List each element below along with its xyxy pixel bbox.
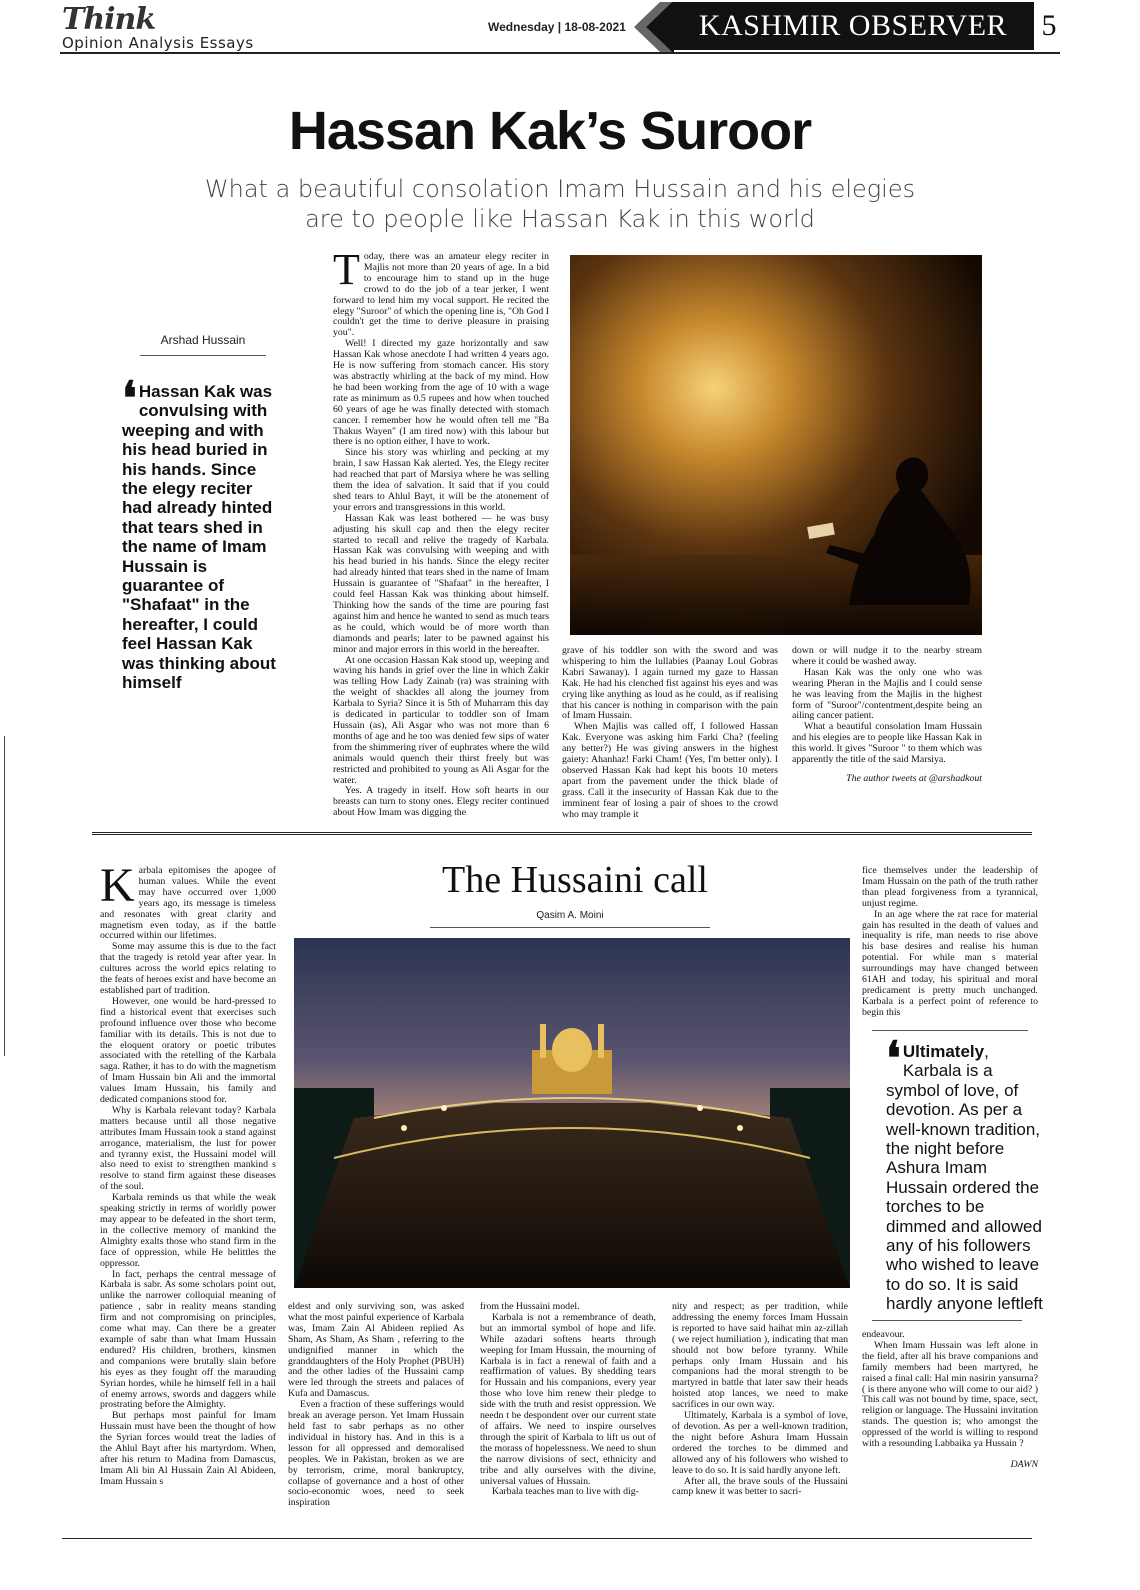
paragraph: Karbala is not a remembrance of death, but an immortal symbol of hope and life. While azadari softens hearts through weeping for Imam Hussain, the mourning of Karbala is in fact a renewal of faith and a reaffirmation of values. By shedding tears for Hussain and his companions, every year those who love him renew their pledge to side with the truth and resist oppression. We needn t be despondent over our current state of affairs. We need to inspire ourselves through the spirit of Karbala to lift us out of the morass of hopelessness. We need to shun the narrow divisions of sect, ethnicity and tribe and ally ourselves with the divine, universal values of Hussain. [480,1311,656,1487]
issue-date: Wednesday | 18-08-2021 [488,20,626,34]
article1-deck: What a beautiful consolation Imam Hussain and his elegies are to people like Hassan Kak in this world [204,175,916,233]
paragraph: from the Hussaini model. [480,1301,580,1312]
margin-line [4,736,5,1056]
paragraph: Well! I directed my gaze horizontally and saw Hassan Kak whose anecdote I had written 4 years ago. He is now suffering from stomach cancer. His story was abstractly whirling at the back of my mind. How he had been working from the age of 10 with a wage rate as minimum as 0.5 rupees and how when touched 60 years of age he was finally detected with stomach cancer. I remember how he would often tell me "Ba Thakus Wayen" (I am tired now) with this labour but there is no option either, I have to work. [333,338,549,448]
paragraph: nity and respect; as per tradition, while addressing the enemy forces Imam Hussain is reported to have said haihat min az-zillah ( we reject humiliation ), indicating that man should not bow before tyranny. While perhaps only Imam Hussain and his companions had the moral strength to be martyred in battle that later saw their heads hoisted atop lances, we need to make sacrifices in our own way. [672,1301,848,1411]
pull-quote-rule [872,1030,1028,1031]
article2-column-1 [100,859,276,1488]
article1-column-1 [333,245,550,819]
article2-column-5-top [862,866,1038,1019]
section-subtitle: Opinion Analysis Essays [62,34,254,52]
paragraph: eldest and only surviving son, was asked what the most painful experience of Karbala was, Imam Zain Al Abideen replied As Sham, As Sham, As Sham , referring to the undignified manner in which the granddaughters of the Holy Prophet (PBUH) and the other ladies of the Hussaini camp were led through the streets and palaces of Kufa and Damascus. [288,1301,464,1400]
pull-quote-lead: Ultimately [902,1042,985,1061]
article2-photo [294,938,850,1288]
source-credit: DAWN [1010,1458,1038,1470]
header-rule [60,52,1060,54]
quote-mark-icon: ❛ [886,1033,901,1084]
paragraph: Hasan Kak was the only one who was wearing Pheran in the Majlis and I could sense he was leaving from the Majlis in the highest form of "Suroor"/contentment,despite being an ailing cancer patient. [792,666,982,722]
paragraph: Some may assume this is due to the fact that the tragedy is retold year after year. In cultures across the world epics relating to the feats of heroes exist and have become an established part of tradition. [100,941,276,996]
article2-byline: Qasim A. Moini [430,910,710,928]
paragraph: Why is Karbala relevant today? Karbala matters because until all those negative attributes Imam Hussain took a stand against arrogance, materialism, the lust for power and tyranny exist, the Hussaini model will also need to exist to strengthen mankind s resolve to stand firm against these diseases of the soul. [100,1104,276,1193]
page-number: 5 [1041,9,1057,42]
pull-quote-text: , Karbala is a symbol of love, of devotion. As per a well-known tradition, the night before Ashura Imam Hussain ordered the torches to be dimmed and allowed any of his followers who wished to leave to do so. It is said hardly anyone leftleft [886,1042,1043,1314]
paragraph: When Imam Hussain was left alone in the field, after all his brave companions and family members had been martyred, he raised a final call: Hal min nasirin yansurna? ( is there anyone who will come to our aid? ) This call was not bound by time, space, sect, religion or language. The Hussaini invitation stands. The question is; who amongst the oppressed of the world is willing to respond with a resounding Labbaika ya Hussain ? [862,1339,1038,1450]
article1-byline: Arshad Hussain [140,333,266,356]
pull-quote-lead: Hassan Kak [138,382,236,401]
paragraph: However, one would be hard-pressed to find a historical event that exercises such profound influence over those who become familiar with its details. This is not due to the eloquent oratory or poetic tributes associated with the retelling of the Karbala saga. Rather, it has to do with the magnetism of Imam Hussain bin Ali and the immortal values Imam Hussain, his family and dedicated companions stood for. [100,995,276,1106]
article2-column-2 [288,1302,464,1509]
article2-column-3 [480,1302,656,1498]
pull-quote-rule [872,1320,1022,1321]
paragraph: arbala epitomises the apogee of human values. While the event may have occurred over 1,000 years ago, its message is timeless and resonates with great clarity and magnetism even today, as if the battle occurred within our lifetimes. [100,865,276,942]
pull-quote-text: was convulsing with weeping and with his head buried in his hands. Since the elegy reciter had already hinted that tears shed in the name of Imam Hussain is guarantee of "Shafaat" in the hereafter, I could feel Hassan Kak was thinking about himself [122,382,276,693]
paragraph: In fact, perhaps the central message of Karbala is sabr. As some scholars point out, unlike the narrower colloquial meaning of patience , sabr in reality means standing firm and not compromising on principles, come what may. Can there be a greater example of sabr than what Imam Hussain endured? His children, brothers, kinsmen and companions were brutally slain before his eyes as they fought off the marauding Syrian hordes, while he himself fell in a hail of enemy arrows, swords and daggers while prostrating before the Almighty. [100,1268,276,1411]
drop-cap: K [100,859,135,912]
paragraph: down or will nudge it to the nearby stream where it could be washed away. [792,645,982,667]
quote-mark-icon: ❛ [122,373,137,424]
article2-headline: The Hussaini call [442,859,708,901]
paragraph: endeavour. [862,1329,905,1340]
paragraph: At one occasion Hassan Kak stood up, weeping and waving his hands in grief over the line in which Zakir was telling How Lady Zainab (ra) was straining with the weight of shackles all along the journey from Karbala to Syria? Since it is 5th of Muharram this day is dedicated in particular to toddler son of Imam Hussain (as), Ali Asgar who was not more than 6 months of age and he too was denied few sips of water from the shimmering river of euphrates where the wild animals would quench their thirst freely but was restricted and prohibited to young as Ali Asgar for the water. [333,654,549,786]
paragraph: Karbala reminds us that while the weak speaking strictly in terms of worldly power may appear to be defeated in the short term, in the collective memory of mankind the Almighty exalts those who stand firm in the face of oppression, while He belittles the oppressor. [100,1192,276,1269]
article1-photo [570,255,982,635]
paragraph: When Majlis was called off, I followed Hassan Kak. Everyone was asking him Farki Cha? (feeling any better?) He was giving answers in the highest gaiety: Ahanhaz! Farki Cham! (Yes, I'm better only). I observed Hassan Kak had kept his boots 10 meters apart from the pavement under the thick blade of grass. Call it the insecurity of Hassan Kak due to the imminent fear of losing a pair of shoes to the crowd who may trample it [562,721,778,820]
paragraph: But perhaps most painful for Imam Hussain must have been the thought of how the Syrian forces would treat the ladies of the Ahlul Bayt after his martyrdom. When, after his return to Madina from Damascus, Imam Ali bin Al Hussain Zain Al Abideen, Imam Hussain s [100,1410,276,1487]
paragraph: oday, there was an amateur elegy reciter in Majlis not more than 20 years of age. In a bid to encourage him to stand up in the huge crowd to do the job of a tear jerker, I went forward to lend him my vocal support. He recited the elegy "Suroor" of which the opening line is, "Oh God I couldn't get the time to derive pleasure in praising you". [333,251,549,339]
paragraph: After all, the brave souls of the Hussaini camp knew it was better to sacri- [672,1475,848,1498]
footer-rule [62,1538,1032,1539]
article1-column-2 [562,646,778,821]
paragraph: Since his story was whirling and pecking at my brain, I saw Hassan Kak alerted. Yes, the Elegy reciter had reached that part of Marsiya where he was selling them the idea of salvation. It said that if you could shed tears to Ahlul Bayt, it will be the atonement of your errors and transgressions in this world. [333,447,549,513]
article1-pull-quote [122,373,282,693]
paragraph: Yes. A tragedy in itself. How soft hearts in our breasts can turn to stony ones. Elegy reciter continued about How Imam was digging the [333,785,549,819]
paragraph: Ultimately, Karbala is a symbol of love, of devotion. As per a well-known tradition, the night before Ashura Imam Hussain ordered the torches to be dimmed and allowed any of his followers who wished to leave to do so. It is said hardly anyone left. [672,1410,848,1476]
paragraph: Even a fraction of these sufferings would break an average person. Yet Imam Hussain held fast to sabr perhaps as no other individual in history has. And in this is a lesson for all oppressed and demoralised peoples. We in Pakistan, broken as we are by terrorism, crime, moral bankruptcy, collapse of governance and a host of other socio-economic woes, need to seek inspiration [288,1399,464,1509]
header-chevron-icon [630,0,674,54]
section-title: Think [62,2,156,37]
paragraph: Karbala teaches man to live with dig- [492,1486,639,1498]
paragraph: What a beautiful consolation Imam Hussain and his elegies are to people like Hassan Kak in this world. It gives "Suroor " to them which was apparently the title of the said Marsiya. [792,721,982,766]
paragraph: fice themselves under the leadership of Imam Hussain on the path of the truth rather than plead forgiveness from a tyrannical, unjust regime. [862,865,1038,909]
drop-cap: T [333,245,360,294]
paragraph: grave of his toddler son with the sword and was whispering to him the lullabies (Paanay Loul Gobras Kabri Sawanay). I again turned my gaze to Hassan Kak. He had his clenched fist against his eyes and was crying like anything as loud as he could, as if realising that his cancer is nothing in comparison with the pain of Imam Hussain. [562,645,778,722]
paragraph: Hassan Kak was least bothered — he was busy adjusting his skull cap and then the elegy reciter started to recall and relive the tragedy of Karbala. Hassan Kak was convulsing with weeping and with his head buried in his hands. Since the elegy reciter had already hinted that tears shed in the name of Imam Hussain is guarantee of "Shafaat" in the hereafter, I could feel Hassan Kak was thinking about himself. Thinking how the sands of the time are pouring fast against him and hence he wanted to send as much tears as he could, which would be of more worth than diamonds and pearls; later to be pawned against his minor and major errors in this world in the hereafter. [333,512,550,655]
article2-pull-quote [886,1033,1046,1314]
section-divider [92,832,1032,835]
masthead: KASHMIR OBSERVER [672,2,1034,50]
article1-column-3 [792,646,982,785]
author-tagline: The author tweets at @arshadkout [846,772,982,784]
article2-column-5-bottom [862,1330,1038,1471]
article2-column-4 [672,1302,848,1498]
paragraph: In an age where the rat race for material gain has resulted in the death of values and inequality is rife, man needs to rise above his base desires and realise his human potential. For while man s material surroundings may have changed between 61AH and today, his spiritual and moral predicament is pretty much unchanged. Karbala is a perfect point of reference to begin this [862,908,1038,1018]
article1-headline: Hassan Kak’s Suroor [288,101,812,161]
